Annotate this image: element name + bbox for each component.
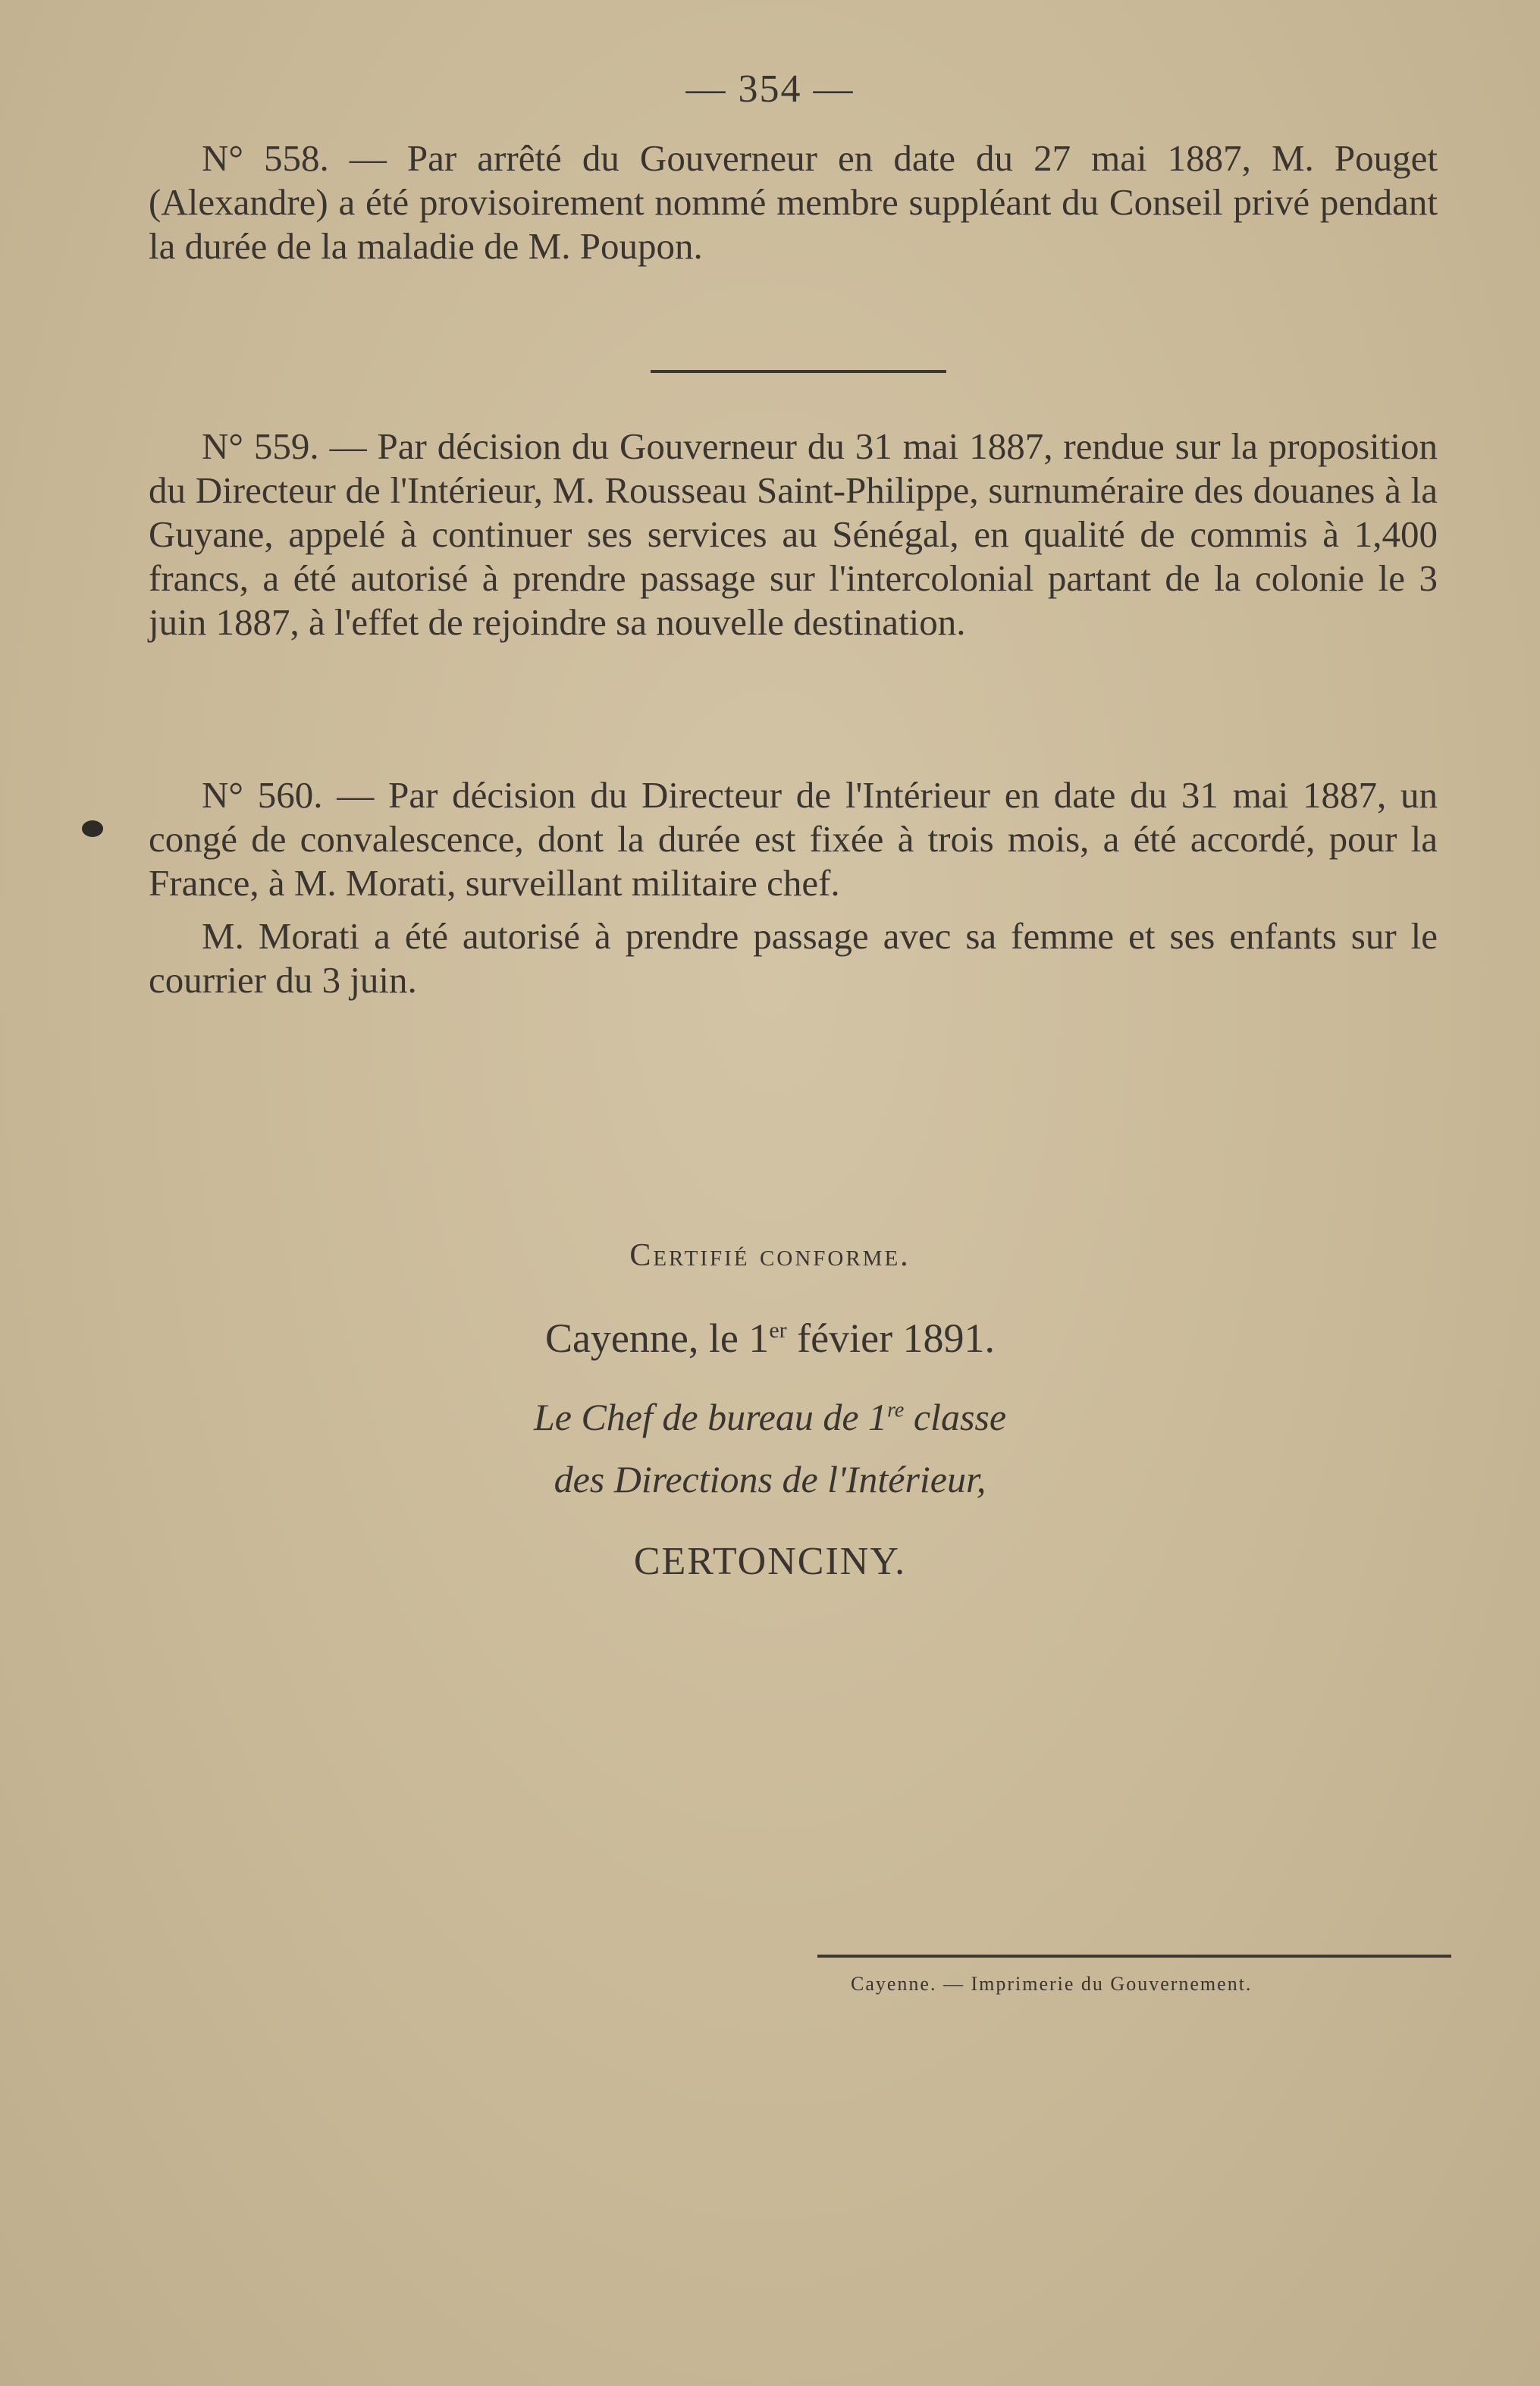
page-number: — 354 —	[685, 67, 855, 111]
section-divider	[651, 370, 946, 373]
chief-title-line	[0, 1395, 1540, 1439]
entry-560-text: N° 560. — Par décision du Directeur de l'Intérieur en date du 31 mai 1887, un congé de convalescence, dont la durée est fixée à trois mois, a été accordé, pour la France, à M. Morati, surveillant militaire chef.	[149, 774, 1438, 904]
entry-560-note: M. Morati a été autorisé à prendre passage avec sa femme et ses enfants sur le courrier du 3 juin.	[149, 915, 1438, 1001]
certified-line: Certifié conforme.	[629, 1238, 911, 1273]
footer-divider	[817, 1955, 1451, 1958]
ink-blot	[82, 820, 103, 837]
entry-558-text: N° 558. — Par arrêté du Gouverneur en date du 27 mai 1887, M. Pouget (Alexandre) a été provisoirement nommé membre suppléant du Conseil privé pendant la durée de la maladie de M. Poupon.	[149, 137, 1438, 267]
place-date-suffix: févier 1891.	[786, 1315, 996, 1361]
entry-559	[149, 425, 1438, 644]
place-date-line	[0, 1315, 1540, 1362]
signatory-name: CERTONCINY.	[633, 1540, 907, 1583]
entry-558	[149, 136, 1438, 268]
entry-560	[149, 773, 1438, 1002]
entry-559-text: N° 559. — Par décision du Gouverneur du 31 mai 1887, rendue sur la proposition du Directeur de l'Intérieur, M. Rousseau Saint-Philippe, surnuméraire des douanes à la Guyane, appelé à continuer ses services au Sénégal, en qualité de commis à 1,400 francs, a été autorisé à prendre passage sur l'intercolonial partant de la colonie le 3 juin 1887, à l'effet de rejoindre sa nouvelle destination.	[149, 425, 1438, 643]
place-date-ordinal: er	[769, 1318, 787, 1343]
chief-title-suffix: classe	[904, 1396, 1007, 1438]
place-date-prefix: Cayenne, le 1	[544, 1315, 770, 1361]
chief-title-prefix: Le Chef de bureau de 1	[533, 1396, 888, 1438]
chief-title-ordinal: re	[887, 1398, 905, 1422]
printer-imprint: Cayenne. — Imprimerie du Gouvernement.	[851, 1973, 1253, 1995]
directions-line: des Directions de l'Intérieur,	[554, 1458, 986, 1500]
